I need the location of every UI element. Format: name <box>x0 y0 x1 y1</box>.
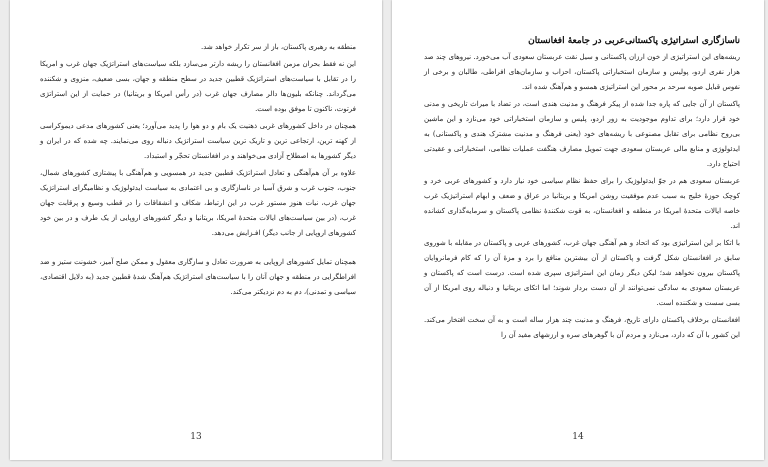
section-heading: ناسازگاری استراتیژی پاکستانی‌عربی در جامعهٔ افغانستان <box>528 36 740 46</box>
left-page-body <box>40 40 356 302</box>
page-number-right: 14 <box>572 432 584 442</box>
right-paragraph: با اتکا بر این استراتیژی بود که اتحاد و هم آهنگی جهان غرب، کشورهای عربی و پاکستان در مقابله با شوروی سابق در افغانستان شکل گرفت و پاکستان از آن بیشترین منافع را برد و مزهٔ آن را که کام فرمانروایان پاکستان بیرون نخواهد شد؛ لیکن دیگر زمان این استراتیژی سپری شده است. درست است که پاکستان و عربستان سعودی به سادگی نمی‌توانند از آن دست بردار شوند؛ اما اتکای بریتانیا و دنباله روی امریکا از آن بسی سست و شکننده است. <box>424 239 740 307</box>
right-paragraph: عربستان سعودی هم در جوّ ایدئولوژیک را برای حفظ نظام سیاسی خود نیاز دارد و کشورهای عربی خرد و کوچک حوزهٔ خلیج به سبب عدم موفقیت روشن امریکا و بریتانیا در عراق و ضعف و ابهام استراتیژیک غرب خاصه ایالات متحدهٔ امریکا در منطقه و افغانستان، به قوت شکنندهٔ نظامی پاکستان و سرمایه‌گذاری کشانده اند. <box>424 177 740 230</box>
right-paragraph: افغانستان برخلاف پاکستان دارای تاریخ، فرهنگ و مدنیت چند هزار ساله است و به آن سخت افتخار می‌کند. این کشور با آن که دارد، می‌نازد و مردم آن با گوهرهای سره و ارزشهای مفید آن را <box>424 316 740 339</box>
left-paragraph: منطقه به رهبری پاکستان، باز از سر تکرار خواهد شد. <box>201 43 356 51</box>
right-page-body <box>424 34 740 345</box>
page-number-left: 13 <box>190 432 202 442</box>
right-paragraph: ریشه‌های این استراتیژی از خون ارزان پاکستانی و سیل نقت عربستان سعودی آب می‌خورد. نیروهای چند صد هزار نفری اردو، پولیس و سازمان استخباراتی پاکستان، احزاب و سازمان‌های افراطی، طالبان و برخی از نفوس قبایل صوبه سرحد بر محور این استراتیژی همسو و هم‌آهنگ شده اند. <box>424 53 740 91</box>
left-paragraph: این نه فقط بحران مزمن افغانستان را ریشه دارتر می‌سازد بلکه سیاست‌های استراتژیک جهان غرب و امریکا را در تقابل با سیاست‌های استراتژیک قطبین جدید در سطح منطقه و جهان، بسی ضعیف، منزوی و شکننده می‌گرداند. چنانکه بلیون‌ها دالر مصارف جهان غرب (در رأس امریکا و بریتانیا) در حمایت از این استراتژی فرتوت، ناکنون تا موفق بوده است. <box>40 60 356 113</box>
right-paragraph: پاکستان از آن جایی که پاره جدا شده از پیکر فرهنگ و مدنیت هندی است، در تضاد با میراث تاریخی و مدنی خود قرار دارد؛ برای تداوم موجودیت به زور اردو، پلیس و سازمان استخباراتی خود می‌نازد و این ماشین بی‌روح نظامی برای تقابل مصنوعی با ریشه‌های خود (یعنی فرهنگ و مدنیت مشترک هندی و پاکستانی) به ایدئولوژی و منابع مالی عربستان سعودی جهت تمویل مصارف هنگفت عملیات نظامی، استخباراتی و عقیدتی احتیاج دارد. <box>424 100 740 168</box>
left-paragraph: همچنان در داخل کشورهای غربی ذهنیت یک بام و دو هوا را پدید می‌آورد؛ یعنی کشورهای مدعی دیموکراسی از کهنه ترین، ارتجاعی ترین و تاریک ترین سیاست استراتژیک دنباله روی می‌نمایند. چه شده که در ایران و دیگر کشورها به اصطلاح آزادی می‌خواهند و در افغانستان تحجّر و استبداد. <box>40 122 356 160</box>
right-page <box>392 0 764 460</box>
left-page <box>10 0 382 460</box>
left-paragraph: علاوه بر آن هم‌آهنگی و تعادل استراتژیک قطبین جدید در همسویی و هم‌آهنگی با پیشتازی کشورهای شمال، جنوب، جنوب غرب و شرق آسیا در ناسازگاری و بی اعتمادی به سیاست ایدئولوژیک و نظامیگرای استراتژیک جهان غرب، نیات هنوز مستور غرب در این ارتباط، شکاف و انشقاقات را در قطب وسیع و پرقابت جهان غرب، (در بین سیاست‌های ایالات متحدهٔ امریکا، بریتانیا و دیگر کشورهای اروپایی از یک طرف و در بین خود کشورهای اروپایی از جانب دیگر) افـزایش می‌دهد. <box>40 169 356 237</box>
left-paragraph: همچنان تمایل کشورهای اروپایی به ضرورت تعادل و سازگاری معقول و ممکن صلح آمیز، خشونت ستیز و ضد افراطگرایی در منطقه و جهان آنان را با سیاست‌های استراتژیک هم‌آهنگ شدهٔ قطبین جدید (به دلایل اقتصادی، سیاسی و تمدنی)، دم به دم نزدیکتر می‌کند. <box>40 258 356 296</box>
